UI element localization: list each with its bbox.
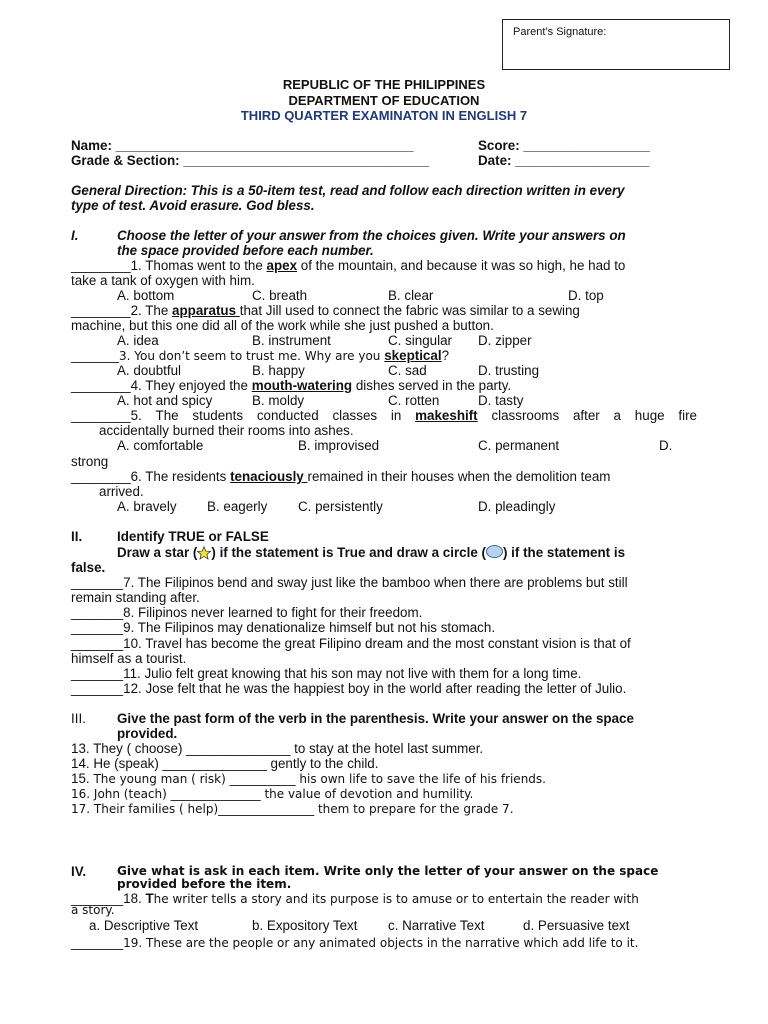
section-2-direction <box>117 545 625 560</box>
score-field[interactable]: Score: _________________ <box>478 138 650 153</box>
question-18 <box>71 891 639 907</box>
question-2-cont: machine, but this one did all of the work while she just pushed a button. <box>71 318 494 333</box>
question-6-keyword: tenaciously <box>230 469 308 484</box>
question-3-keyword: skeptical <box>384 348 442 363</box>
q5-choice-d: D. <box>659 438 673 453</box>
q5-choice-b: B. improvised <box>298 438 380 453</box>
question-1-cont: take a tank of oxygen with him. <box>71 273 255 288</box>
section-3-number: III. <box>71 711 86 726</box>
q2-choice-a: A. idea <box>117 333 159 348</box>
question-7: _______7. The Filipinos bend and sway just like the bamboo when there are problems but still <box>71 575 628 590</box>
q6-choice-c: C. persistently <box>298 499 383 514</box>
question-11: _______11. Julio felt great knowing that his son may not live with them for a long time. <box>71 666 582 681</box>
q3-choice-a: A. doubtful <box>117 363 182 378</box>
text-fragment: _______ <box>71 935 124 950</box>
section-4-number: IV. <box>71 864 87 879</box>
q2-choice-b: B. instrument <box>252 333 331 348</box>
q3-choice-d: D. trusting <box>478 363 540 378</box>
grade-section-field[interactable]: Grade & Section: _________________________________ <box>71 153 430 168</box>
text-fragment: classes <box>332 408 378 423</box>
section-2-number: II. <box>71 529 83 544</box>
q2-choice-c: C. singular <box>388 333 453 348</box>
section-1-number: I. <box>71 228 79 243</box>
question-4-keyword: mouth-watering <box>251 378 353 393</box>
question-1-text-end: of the mountain, and because it was so high, he had to <box>297 258 626 273</box>
section-1-direction: Choose the letter of your answer from the choices given. Write your answers on <box>117 228 626 243</box>
q18-choice-b: b. Expository Text <box>252 918 358 933</box>
text-fragment: fire <box>678 408 697 423</box>
question-4-text-end: dishes served in the party. <box>352 378 512 393</box>
question-3-text-end: ? <box>441 348 450 363</box>
text-fragment: The <box>155 408 179 423</box>
text-fragment: T <box>145 891 154 906</box>
question-2-keyword: apparatus <box>172 303 240 318</box>
question-10: _______10. Travel has become the great Filipino dream and the most constant vision is that of <box>71 636 631 651</box>
text-fragment: after <box>572 408 600 423</box>
question-10-cont: himself as a tourist. <box>71 651 187 666</box>
question-9: _______9. The Filipinos may denationalize himself but not his stomach. <box>71 620 496 635</box>
question-8: _______8. Filipinos never learned to fight for their freedom. <box>71 605 423 620</box>
q4-choice-c: C. rotten <box>388 393 440 408</box>
q4-choice-d: D. tasty <box>478 393 524 408</box>
general-direction-cont: type of test. Avoid erasure. God bless. <box>71 198 315 213</box>
q5-choice-d-text: strong <box>71 454 109 469</box>
star-icon <box>197 546 211 560</box>
question-3 <box>71 348 449 364</box>
question-6 <box>71 469 610 484</box>
text-fragment: he writer tells a story and its purpose is to amuse or to entertain the reader with <box>153 892 639 906</box>
q6-choice-d: D. pleadingly <box>478 499 556 514</box>
q5-choice-c: C. permanent <box>478 438 560 453</box>
text-fragment: 15. <box>71 771 90 786</box>
circle-icon <box>486 545 503 558</box>
text-fragment: huge <box>634 408 665 423</box>
question-15 <box>71 771 546 787</box>
header-republic: REPUBLIC OF THE PHILIPPINES <box>282 77 486 92</box>
question-6-text-end: remained in their houses when the demolition team <box>307 469 611 484</box>
question-17: 17. Their families ( help)________________ them to prepare for the grade 7. <box>71 802 514 816</box>
q18-choice-c: c. Narrative Text <box>388 918 485 933</box>
section-2-title: Identify TRUE or FALSE <box>117 529 269 544</box>
text-fragment: classrooms <box>491 408 560 423</box>
date-field[interactable]: Date: __________________ <box>478 153 650 168</box>
text-fragment: ) if the statement is <box>502 545 626 560</box>
question-19 <box>71 935 638 951</box>
question-1-text: ________1. Thomas went to the <box>71 258 267 273</box>
section-2-direction-cont: false. <box>71 560 106 575</box>
name-field[interactable]: Name: ________________________________________ <box>71 138 414 153</box>
text-fragment: The young man ( risk) ___________ his own life to save the life of his friends. <box>89 772 546 786</box>
question-7-cont: remain standing after. <box>71 590 200 605</box>
question-14: 14. He (speak) ______________ gently to the child. <box>71 756 379 771</box>
section-4-direction-cont: provided before the item. <box>117 877 292 891</box>
question-1 <box>71 258 625 273</box>
question-2-text: ________2. The <box>71 303 173 318</box>
question-13: 13. They ( choose) ______________ to stay at the hotel last summer. <box>71 741 484 756</box>
q5-choice-a: A. comfortable <box>117 438 204 453</box>
section-3-direction-cont: provided. <box>117 726 178 741</box>
header-exam-title: THIRD QUARTER EXAMINATON IN ENGLISH 7 <box>240 108 528 123</box>
q6-choice-b: B. eagerly <box>207 499 268 514</box>
q2-choice-d: D. zipper <box>478 333 532 348</box>
question-5-cont: accidentally burned their rooms into ashes. <box>99 423 354 438</box>
q1-choice-c: C. breath <box>252 288 308 303</box>
q4-choice-a: A. hot and spicy <box>117 393 213 408</box>
text-fragment: ________5. <box>71 408 142 423</box>
q1-choice-d: D. top <box>568 288 604 303</box>
question-3-text: ________3. You don’t seem to trust me. Why are you <box>71 349 385 363</box>
q18-choice-d: d. Persuasive text <box>523 918 630 933</box>
q18-choice-a: a. Descriptive Text <box>89 918 199 933</box>
question-1-keyword: apex <box>266 258 298 273</box>
section-1-direction-cont: the space provided before each number. <box>117 243 374 258</box>
q3-choice-b: B. happy <box>252 363 305 378</box>
header-department: DEPARTMENT OF EDUCATION <box>288 93 480 108</box>
question-18-cont: a story. <box>71 903 115 917</box>
text-fragment: a <box>613 408 621 423</box>
question-2 <box>71 303 580 318</box>
section-4-direction: Give what is ask in each item. Write only the letter of your answer on the space <box>117 864 659 878</box>
question-12: _______12. Jose felt that he was the happiest boy in the world after reading the letter of Julio. <box>71 681 627 696</box>
question-16: 16. John (teach) _______________ the value of devotion and humility. <box>71 787 474 801</box>
q1-choice-a: A. bottom <box>117 288 175 303</box>
question-5 <box>71 408 697 423</box>
question-6-text: ________6. The residents <box>71 469 231 484</box>
q4-choice-b: B. moldy <box>252 393 305 408</box>
question-5-keyword: makeshift <box>415 408 478 423</box>
general-direction: General Direction: This is a 50-item test, read and follow each direction written in every <box>71 183 625 198</box>
text-fragment: Draw a star ( <box>117 545 198 560</box>
text-fragment: students <box>192 408 244 423</box>
text-fragment: _______18. <box>71 891 146 906</box>
section-3-direction: Give the past form of the verb in the parenthesis. Write your answer on the space <box>117 711 634 726</box>
parent-signature-label: Parent’s Signature: <box>513 26 607 38</box>
text-fragment: 19. These are the people or any animated objects in the narrative which add life to it. <box>123 936 639 950</box>
question-6-cont: arrived. <box>99 484 144 499</box>
text-fragment: ) if the statement is True and draw a circle ( <box>211 545 486 560</box>
q6-choice-a: A. bravely <box>117 499 177 514</box>
question-4 <box>71 378 511 393</box>
text-fragment: in <box>390 408 402 423</box>
question-2-text-end: that Jill used to connect the fabric was similar to a sewing <box>239 303 580 318</box>
q3-choice-c: C. sad <box>388 363 427 378</box>
question-4-text: ________4. They enjoyed the <box>71 378 252 393</box>
parent-signature-box <box>502 19 730 70</box>
q1-choice-b: B. clear <box>388 288 434 303</box>
text-fragment: conducted <box>256 408 319 423</box>
